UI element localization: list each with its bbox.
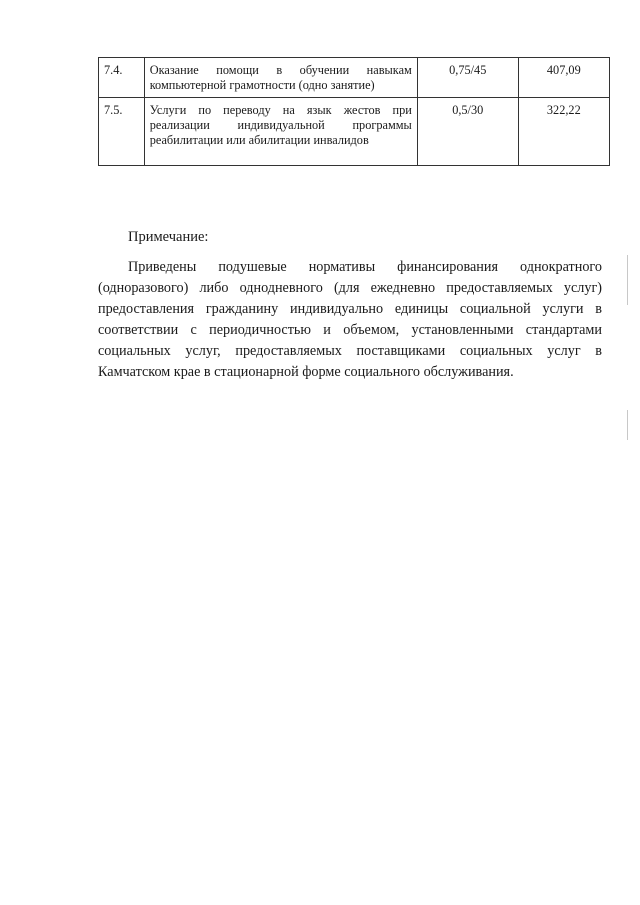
service-name: Оказание помощи в обучении навыкам компьютерной грамотности (одно занятие) bbox=[144, 58, 417, 98]
row-number: 7.5. bbox=[99, 98, 145, 166]
note-text: Приведены подушевые нормативы финансирования однократного (одноразового) либо однодневного (для ежедневно предоставляемых услуг) предоставления гражданину индивидуально единицы социальной услуги в соответствии с периодичностью и объемом, установленными стандартами социальных услуг, предоставляемых поставщиками социальных услуг в Камчатском крае в стационарной форме социального обслуживания. bbox=[98, 259, 602, 380]
service-norm: 0,75/45 bbox=[417, 58, 518, 98]
service-cost: 407,09 bbox=[518, 58, 609, 98]
row-number: 7.4. bbox=[99, 58, 145, 98]
service-norm: 0,5/30 bbox=[417, 98, 518, 166]
note-title: Примечание: bbox=[128, 229, 209, 245]
scan-edge-mark bbox=[627, 255, 628, 305]
table-row bbox=[99, 58, 610, 98]
service-name: Услуги по переводу на язык жестов при реализации индивидуальной программы реабилитации или абилитации инвалидов bbox=[144, 98, 417, 166]
scan-edge-mark bbox=[627, 410, 628, 440]
service-cost: 322,22 bbox=[518, 98, 609, 166]
services-table bbox=[98, 57, 610, 166]
table-row bbox=[99, 98, 610, 166]
